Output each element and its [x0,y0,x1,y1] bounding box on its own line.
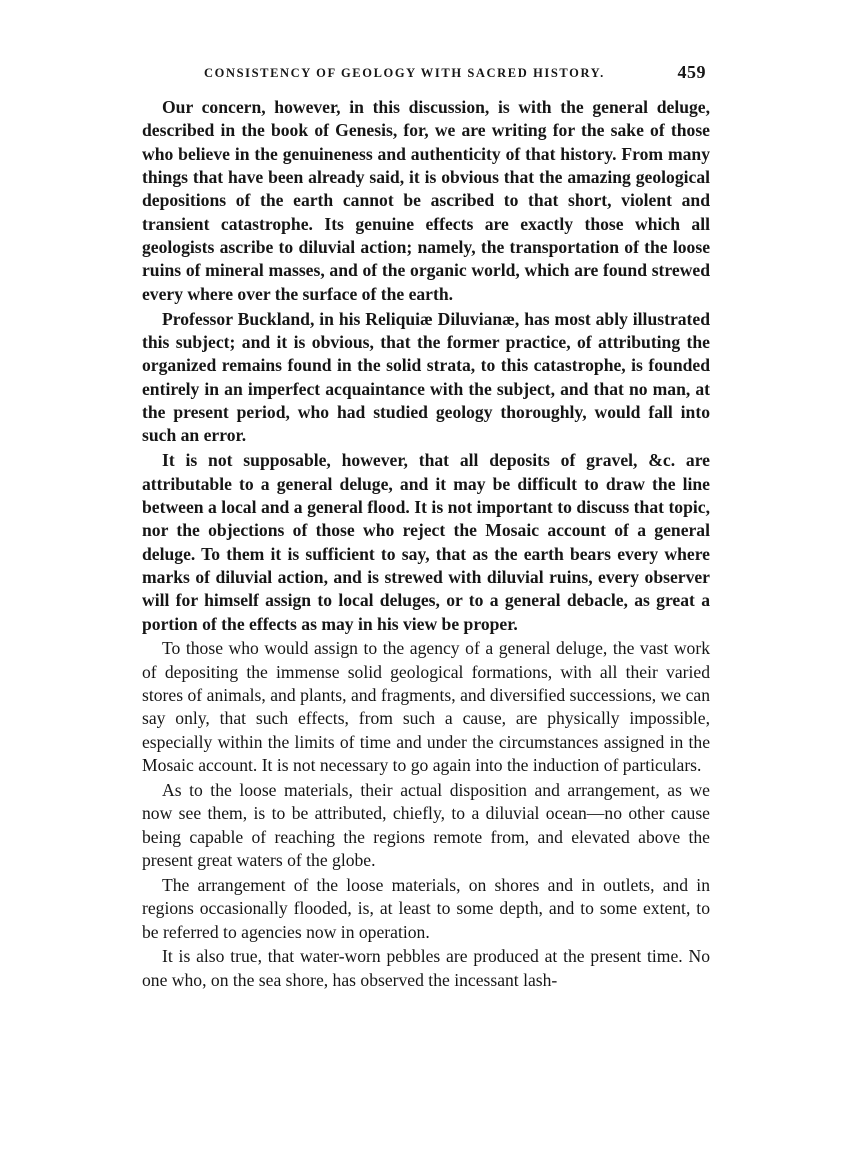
paragraph-3: It is not supposable, however, that all deposits of gravel, &c. are attributable to a general deluge, and it may be difficult to draw the line between a local and a general flood. It is not important to discuss that topic, nor the objections of those who reject the Mosaic account of a general deluge. To them it is sufficient to say, that as the earth bears every where marks of diluvial action, and is strewed with diluvial ruins, every observer will for himself assign to local deluges, or to a general debacle, as great a portion of the effects as may in his view be proper. [142,450,710,634]
running-header [142,62,710,92]
paragraph-4: To those who would assign to the agency of a general deluge, the vast work of depositing the immense solid geological formations, with all their varied stores of animals, and plants, and fragments, and diversified successions, we can say only, that such effects, from such a cause, are physically impossible, especially within the limits of time and under the circumstances assigned in the Mosaic account. It is not necessary to go again into the induction of particulars. [142,638,710,776]
body-text [142,96,710,992]
paragraph-2: Professor Buckland, in his Reliquiæ Diluvianæ, has most ably illustrated this subject; and it is obvious, that the former practice, of attributing the organized remains found in the solid strata, to this catastrophe, is founded entirely in an imperfect acquaintance with the subject, and that no man, at the present period, who had studied geology thoroughly, would fall into such an error. [142,308,710,446]
paragraph-1: Our concern, however, in this discussion, is with the general deluge, described in the book of Genesis, for, we are writing for the sake of those who believe in the genuineness and authenticity of that history. From many things that have been already said, it is obvious that the amazing geological depositions of the earth cannot be ascribed to that short, violent and transient catastrophe. Its genuine effects are exactly those which all geologists ascribe to diluvial action; namely, the transportation of the loose ruins of mineral masses, and of the organic world, which are found strewed every where over the surface of the earth. [142,97,710,304]
paragraph-7: It is also true, that water-worn pebbles are produced at the present time. No one who, on the sea shore, has observed the incessant lash- [142,946,710,990]
paragraph-5: As to the loose materials, their actual disposition and arrangement, as we now see them, is to be attributed, chiefly, to a diluvial ocean—no other cause being capable of reaching the regions remote from, and elevated above the present great waters of the globe. [142,779,710,870]
page-number: 459 [677,62,706,82]
running-title: CONSISTENCY OF GEOLOGY WITH SACRED HISTORY. [204,66,605,80]
book-page [142,62,710,1102]
paragraph-6: The arrangement of the loose materials, on shores and in outlets, and in regions occasionally flooded, is, at least to some depth, and to some extent, to be referred to agencies now in operation. [142,874,710,942]
